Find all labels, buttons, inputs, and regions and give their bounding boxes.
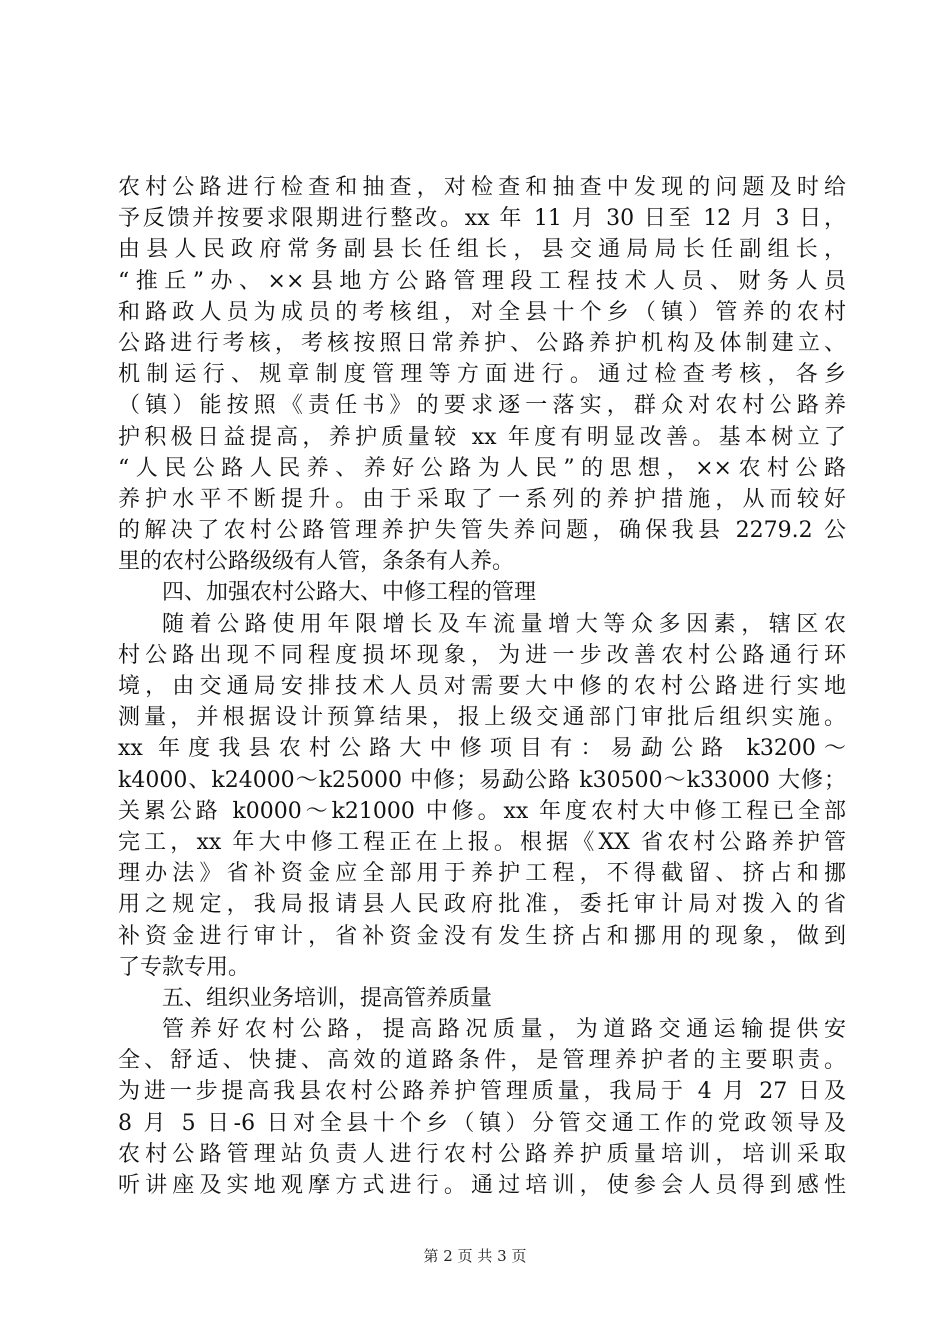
text-line: 由县人民政府常务副县长任组长，县交通局局长任副组长， bbox=[118, 237, 846, 263]
text-line: 五、组织业务培训，提高管养质量 bbox=[162, 985, 493, 1011]
text-line: 全、舒适、快捷、高效的道路条件，是管理养护者的主要职责。 bbox=[118, 1048, 846, 1074]
text-line: 随着公路使用年限增长及车流量增大等众多因素，辖区农 bbox=[162, 611, 846, 637]
text-line: 的解决了农村公路管理养护失管失养问题，确保我县 2279.2 公 bbox=[118, 518, 846, 544]
text-line: 护积极日益提高，养护质量较 xx 年度有明显改善。基本树立了 bbox=[118, 424, 846, 450]
text-line: 和路政人员为成员的考核组，对全县十个乡（镇）管养的农村 bbox=[118, 299, 846, 325]
text-line: 管养好农村公路，提高路况质量，为道路交通运输提供安 bbox=[162, 1017, 846, 1043]
text-line: 村公路出现不同程度损坏现象，为进一步改善农村公路通行环 bbox=[118, 642, 846, 668]
text-line: 农村公路进行检查和抽查，对检查和抽查中发现的问题及时给 bbox=[118, 175, 846, 200]
text-line: 完工，xx 年大中修工程正在上报。根据《XX 省农村公路养护管 bbox=[118, 829, 846, 855]
text-line: xx 年度我县农村公路大中修项目有：易勐公路 k3200～ bbox=[118, 736, 846, 762]
document-body bbox=[118, 172, 846, 1201]
text-line: 予反馈并按要求限期进行整改。xx 年 11 月 30 日至 12 月 3 日， bbox=[118, 206, 846, 232]
page-footer: 第 2 页 共 3 页 bbox=[423, 1247, 527, 1265]
text-line: 了专款专用。 bbox=[118, 954, 251, 980]
text-line: 补资金进行审计，省补资金没有发生挤占和挪用的现象，做到 bbox=[118, 923, 846, 949]
text-line: 养护水平不断提升。由于采取了一系列的养护措施，从而较好 bbox=[118, 486, 846, 512]
text-line: 为进一步提高我县农村公路养护管理质量，我局于 4 月 27 日及 bbox=[118, 1079, 846, 1105]
text-line: 里的农村公路级级有人管，条条有人养。 bbox=[118, 549, 515, 575]
text-line: 公路进行考核，考核按照日常养护、公路养护机构及体制建立、 bbox=[118, 330, 846, 356]
text-line: 8 月 5 日-6 日对全县十个乡（镇）分管交通工作的党政领导及 bbox=[118, 1110, 846, 1136]
text-line: “推丘”办、××县地方公路管理段工程技术人员、财务人员 bbox=[118, 268, 846, 294]
text-line: 测量，并根据设计预算结果，报上级交通部门审批后组织实施。 bbox=[118, 705, 846, 731]
text-line: 关累公路 k0000～k21000 中修。xx 年度农村大中修工程已全部 bbox=[118, 798, 846, 824]
text-line: 境，由交通局安排技术人员对需要大中修的农村公路进行实地 bbox=[118, 674, 846, 699]
text-line: k4000、k24000～k25000 中修；易勐公路 k30500～k33000 大修； bbox=[118, 767, 846, 793]
text-line: 四、加强农村公路大、中修工程的管理 bbox=[162, 580, 537, 606]
text-line: 机制运行、规章制度管理等方面进行。通过检查考核，各乡 bbox=[118, 362, 846, 388]
text-line: 听讲座及实地观摩方式进行。通过培训，使参会人员得到感性 bbox=[118, 1173, 846, 1198]
text-line: 农村公路管理站负责人进行农村公路养护质量培训，培训采取 bbox=[118, 1141, 846, 1167]
text-line: “人民公路人民养、养好公路为人民”的思想，××农村公路 bbox=[118, 455, 846, 481]
text-line: 用之规定，我局报请县人民政府批准，委托审计局对拨入的省 bbox=[118, 892, 846, 918]
text-line: （镇）能按照《责任书》的要求逐一落实，群众对农村公路养 bbox=[118, 393, 846, 419]
text-line: 理办法》省补资金应全部用于养护工程，不得截留、挤占和挪 bbox=[118, 861, 846, 887]
